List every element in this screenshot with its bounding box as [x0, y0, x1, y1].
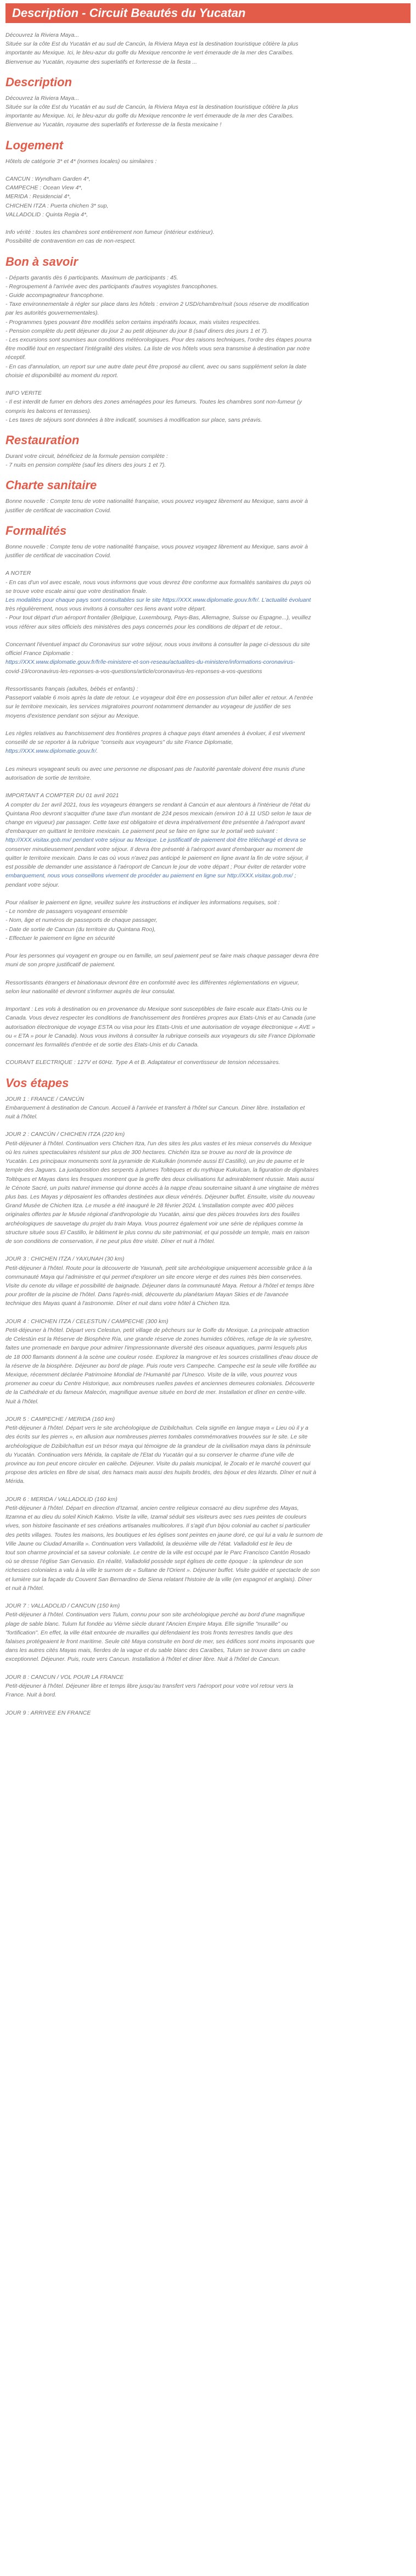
text-line: - En cas d'annulation, un report sur une autre date peut être proposé au client, avec ou sans supplément selon la date	[5, 363, 307, 370]
text-line: - Regroupement à l'arrivée avec des participants d'autres voyagistes francophones.	[5, 283, 218, 290]
text-line: Pour réaliser le paiement en ligne, veuillez suivre les instructions et indiquer les informations requises, soit :	[5, 899, 280, 906]
text-line: - Guide accompagnateur francophone.	[5, 292, 104, 299]
section-vos-etapes	[5, 1076, 411, 1717]
text-line: des petits villages. Toutes les maisons, les boutiques et les églises sont peintes en jaune doré, ce qui lui a valu le surnom de	[5, 1531, 323, 1538]
text-line: vives, son histoire fascinante et ses créations artisanales multicolores. Il s'agit d'un bijou colonial au cachet si particulier	[5, 1522, 310, 1530]
intro-block	[5, 31, 411, 66]
text-line: communauté Maya qui l'administre et qui permet d'explorer un site encore vierge et des ruines très bien conservées.	[5, 1273, 302, 1280]
text-line: Passeport valable 6 mois après la date de retour. Le voyageur doit être en possession d'un billet aller et retour. A l'entrée	[5, 695, 313, 702]
text-line: Ressortissants français (adultes, bébés et enfants) :	[5, 686, 138, 693]
text-line	[5, 1121, 411, 1130]
text-line: temple des Jaguars. La juxtaposition des serpents à plumes Toltèques et du mythique Kukulcan, la figuration de dignitaires	[5, 1167, 319, 1174]
text-line: Petit-déjeuner à l'hôtel. Continuation vers Chichen Itza, l'un des sites les plus vastes et les mieux conservés du Mexique	[5, 1140, 312, 1147]
text-line: - Les taxes de séjours sont données à titre indicatif, soumises à modification sur place, sans préavis.	[5, 416, 262, 423]
text-line: de 18 000 flamants donnent à la scène une couleur rosée. Explorez la mangrove et les sources cristallines d'eau douce de	[5, 1353, 318, 1360]
text-line: JOUR 5 : CAMPECHE / MERIDA (160 km)	[5, 1415, 115, 1423]
text-line: - Pour tout départ d'un aéroport frontalier (Belgique, Luxembourg, Pays-Bas, Allemagne, Suisse ou Espagne...), veuillez	[5, 614, 311, 621]
text-line: Visite du cenote du village et possibilité de baignade. Déjeuner dans la communauté Maya. Retour à l'hôtel et temps libre	[5, 1282, 314, 1289]
text-line: Hôtels de catégorie 3* et 4* (normes locales) ou similaires :	[5, 158, 157, 165]
text-line[interactable]: https://XXX.www.diplomatie.gouv.fr/.	[5, 748, 98, 755]
section-heading: Vos étapes	[5, 1076, 69, 1090]
page	[0, 3, 416, 1717]
text-line: Toltèques et Mayas dans les fresques montrent que la greffe des deux civilisations fut admirablement réussie. Mais aussi	[5, 1175, 314, 1183]
text-line: du Yucatán. Continuation vers Mérida, la capitale de l'Etat du Yucatán qui a su conserver le charme d'une ville de	[5, 1451, 294, 1458]
text-line: justifier de certificat de vaccination Covid.	[5, 507, 111, 514]
text-line: quitter le territoire mexicain. Dans le cas où vous n'avez pas anticipé le paiement en ligne avant la fin de votre séjour, il	[5, 854, 308, 861]
text-line: - Départs garantis dès 6 participants. Maximum de participants : 45.	[5, 274, 178, 281]
text-line: richesses coloniales a valu à la ville le surnom de « Sultane de l'Orient ». Déjeuner buffet. Visite guidée et spectacle de son	[5, 1567, 320, 1574]
text-line: JOUR 8 : CANCUN / VOL POUR LA FRANCE	[5, 1673, 124, 1681]
text-line: JOUR 3 : CHICHEN ITZA / YAXUNAH (30 km)	[5, 1256, 125, 1263]
text-line	[5, 970, 411, 978]
text-line: Yucatán. Les principaux monuments sont la pyramide de Kukulkán (nommée aussi El Castillo), un jeu de paume et le	[5, 1158, 305, 1165]
intro-line: Bienvenue au Yucatán, royaume des superlatifs et forteresse de la fiesta ...	[5, 58, 198, 65]
text-line: d'embarquer en quittant le territoire mexicain. Le paiement peut se faire en ligne sur le portail web suivant :	[5, 828, 278, 835]
text-line: par les autorités gouvernementales).	[5, 310, 99, 317]
text-line: dans les autres cités Mayas mais, fierdes de la vague et du sable blanc des Caraïbes, Tulum se trouve dans un cadre	[5, 1647, 306, 1654]
text-line	[5, 631, 411, 640]
text-line: Ville Jaune ou Ciudad Amarilla ». Continuation vers Valladolid, la deuxième ville de l'état. Valladolid est le lieu de	[5, 1540, 293, 1547]
text-line: Petit-déjeuner à l'hôtel. Départ vers Celestun, petit village de pêcheurs sur le Golfe du Mexique. La principale attraction	[5, 1326, 309, 1334]
section-heading: Description	[5, 75, 72, 89]
text-line	[5, 943, 411, 951]
text-line: Quintana Roo devront s'acquitter d'une taxe d'un montant de 224 pesos mexicain (environ 10 à 11 USD selon le taux de	[5, 810, 312, 817]
text-line: où les ruines spectaculaires résistent sur plus de 300 hectares. Chichén Itza se trouve au nord de la province de	[5, 1149, 292, 1156]
text-line: France. Nuit à bord.	[5, 1692, 57, 1699]
text-line: structure située sous El Castillo, le bâtiment le plus connu du site patrimonial, et qui possède un temple, mais en raison	[5, 1229, 310, 1236]
text-line: ou « ETA » pour le Canada). Nous vous invitons à consulter la rubrique conseils aux voyageurs du site France Diplomatie	[5, 1032, 316, 1039]
text-line[interactable]: https://XXX.www.diplomatie.gouv.fr/fr/le-ministere-et-son-reseau/actualites-du-ministere/informations-coronavirus-	[5, 659, 295, 666]
text-line: - Programmes types pouvant être modifiés selon certains impératifs locaux, mais visites respectées.	[5, 318, 261, 326]
text-line: des écrits sur les pierres », en allusion aux nombreuses pierres tombales commémoratives trouvées sur le site. Le site	[5, 1433, 308, 1441]
text-line: - Effectuer le paiement en ligne en sécurité	[5, 934, 115, 942]
text-line: CAMPECHE : Ocean View 4*,	[5, 184, 83, 192]
section-heading: Logement	[5, 138, 64, 152]
text-line[interactable]: http://XXX.visitax.gob.mx/ pendant votre séjour au Mexique. Le justificatif de paiement doit être téléchargé et devra se	[5, 837, 306, 844]
text-line: muni de son propre justificatif de paiement.	[5, 961, 116, 968]
text-line: - Taxe environnementale à régler sur place dans les hôtels : environ 2 USD/chambre/nuit (sous réserve de modification	[5, 301, 309, 308]
text-line	[5, 889, 411, 898]
text-line	[5, 676, 411, 685]
text-line: originales offertes par le Musée régional d'anthropologie du Yucatán, ainsi que des pièces trouvées lors des fouilles	[5, 1211, 300, 1218]
text-line: change en vigueur) par passager. Cette taxe est obligatoire et devra impérativement être présentée à l'aéroport avant	[5, 819, 305, 826]
text-line	[5, 560, 411, 569]
section-formalites	[5, 524, 411, 1067]
text-line: de son conditions de conservation, il ne peut plus être visité. Dîner et nuit à l'hôtel.	[5, 1237, 215, 1245]
text-line: pendant votre séjour.	[5, 881, 60, 888]
text-line: - En cas d'un vol avec escale, nous vous informons que vous devrez être conforme aux formalités sanitaires du pays où	[5, 579, 311, 586]
text-line: A NOTER	[5, 570, 31, 577]
text-line: Nuit à l'hôtel.	[5, 1398, 39, 1405]
text-line: Bonne nouvelle : Compte tenu de votre nationalité française, vous pouvez voyagez librement au Mexique, sans avoir à	[5, 543, 308, 550]
text-line	[5, 782, 411, 791]
text-line: autorisation électronique de voyage ESTA ou visa pour les Etats-Unis et une autorisation de voyage électronique « AVE »	[5, 1023, 316, 1031]
text-line: et lumière sur la façade du Couvent San Bernardino de Siena relatant l'histoire de la ville (en espagnol et anglais). Dîner	[5, 1576, 312, 1583]
text-line: archéologique de Dzibilchaltun est un trésor maya qui témoigne de la grandeur de la civilisation maya dans la péninsule	[5, 1442, 311, 1449]
text-line: JOUR 7 : VALLADOLID / CANCUN (150 km)	[5, 1603, 120, 1610]
section-logement	[5, 138, 411, 246]
text-line: Durant votre circuit, bénéficiez de la formule pension complète :	[5, 453, 168, 460]
text-line	[5, 1664, 411, 1673]
text-line: Embarquement à destination de Cancun. Accueil à l'arrivée et transfert à l'hôtel sur Cancun. Diner libre. Installation et	[5, 1104, 305, 1111]
text-line: le Cénote Sacré, un puits naturel immense qui donne accès à la nappe d'eau souterraine situant à une vingtaine de mètres	[5, 1184, 319, 1191]
text-line: propose des articles en fibre de sisal, des hamacs mais aussi des huipils brodés, des bijoux et des lézards. Dîner et nuit à	[5, 1469, 317, 1476]
text-line: Petit-déjeuner à l'hôtel. Départ vers le site archéologique de Dzibilchaltun. Cela signifie en langue maya « Lieu où il y a	[5, 1425, 308, 1432]
text-line: Petit-déjeuner à l'hôtel. Déjeuner libre et temps libre jusqu'au transfert vers l'aéroport pour votre vol retour vers la	[5, 1682, 294, 1689]
text-line	[5, 1308, 411, 1317]
text-line: Petit-déjeuner à l'hôtel. Continuation vers Tulum, connu pour son site archéologique perché au bord d'une magnifique	[5, 1611, 305, 1619]
text-line: Pour les personnes qui voyagent en groupe ou en famille, un seul paiement peut se faire mais chaque passager devra être	[5, 953, 319, 960]
text-line: où se dresse l'église San Gervasio. En réalité, Valladolid possède sept églises de cette époque : la splendeur de son	[5, 1558, 303, 1565]
text-line: de la Cathédrale et du fameux Malecón, magnifique avenue située en bord de mer. Installation et dîner en centre-ville.	[5, 1389, 307, 1396]
text-line: nuit à l'hôtel.	[5, 1113, 38, 1121]
text-line: Située sur la côte Est du Yucatán et au sud de Cancún, la Riviera Maya est la destination touristique côtière la plus	[5, 104, 299, 111]
text-line: INFO VERITE	[5, 390, 42, 397]
text-line: officiel France Diplomatie :	[5, 650, 74, 657]
text-line: compris les balcons et terrasses).	[5, 407, 92, 415]
text-line: technique des Mayas quant à l'astronomie. Dîner et nuit dans votre hôtel à Chichen Itza.	[5, 1300, 231, 1307]
text-line: Mérida.	[5, 1478, 25, 1485]
text-line	[5, 380, 411, 389]
text-line	[5, 756, 411, 765]
text-line	[5, 166, 411, 175]
text-line: réceptif.	[5, 354, 26, 361]
page-title: Description - Circuit Beautés du Yucatan	[5, 3, 411, 23]
text-line: sur le territoire mexicain, les services migratoires pourront notamment demander au voyageur de justifier de ses	[5, 703, 291, 710]
text-line: Mexique, récemment déclarée Patrimoine Mondial de l'Humanité par l'Unesco. Visite de la ville, vous pourrez vous	[5, 1371, 297, 1378]
text-line	[5, 1486, 411, 1495]
text-line[interactable]: embarquement, nous vous conseillons vivement de procéder au paiement en ligne sur http://XXX.visitax.gob.mx/ ;	[5, 872, 296, 880]
text-line: MERIDA : Residencial 4*,	[5, 193, 71, 200]
text-line: plus bas. Les Mayas y déposaient les offrandes destinées aux dieux vénérés. Déjeuner buffet. Ensuite, visite du nouveau	[5, 1193, 315, 1200]
text-line: Canada. Vous devez respecter les conditions de franchissement des frontières propres aux Etats-Unis et au Canada (une	[5, 1015, 316, 1022]
text-line: JOUR 1 : FRANCE / CANCÚN	[5, 1095, 84, 1102]
section-restauration	[5, 433, 411, 469]
text-line	[5, 996, 411, 1005]
text-line: Possibilité de contravention en cas de non-respect.	[5, 238, 136, 245]
text-line	[5, 1406, 411, 1415]
text-line	[5, 1049, 411, 1058]
section-bon-a-savoir	[5, 255, 411, 424]
text-line: promener au coeur du Centre Historique, aux nombreuses ruelles pavées et anciennes demeures coloniales. Découverte	[5, 1380, 315, 1387]
text-line: "fortification". En effet, la ville était entourée de murailles qui défendaient les trois fronts terrestres tandis que des	[5, 1629, 293, 1636]
text-line: - Il est interdit de fumer en dehors des zones aménagées pour les fumeurs. Toutes les chambres sont non-fumeur (y	[5, 399, 302, 406]
text-line: Ressortissants étrangers et binationaux devront être en conformité avec les différentes réglementations en vigueur,	[5, 979, 300, 986]
intro-line: importante au Mexique. Ici, le bleu-azur du golfe du Mexique rencontre le vert émeraude de la mer des Caraïbes.	[5, 49, 294, 57]
text-line: VALLADOLID : Quinta Regia 4*,	[5, 211, 88, 218]
text-line	[5, 1246, 411, 1255]
text-line: être modifié tout en respectant l'intégralité des visites. La liste de vos hôtels vous sera transmise à destination par notre	[5, 345, 310, 352]
text-line: Petit-déjeuner à l'hôtel. Départ en direction d'Izamal, ancien centre religieux consacré au dieu suprême des Mayas,	[5, 1504, 299, 1511]
text-line: choisie et disponibilité au moment du report.	[5, 372, 119, 379]
text-line: plage de sable blanc. Tulum fut fondée au Vième siècle durant l'Ancien Empire Maya. Elle signifie "muraille" ou	[5, 1620, 288, 1627]
text-line: la réserve de la biosphère. Déjeuner au bord de plage. Puis route vers Campeche. Campeche est la seule ville fortifiée au	[5, 1362, 317, 1369]
text-line: Grand Musée de Chichen Itza. Le musée a été inauguré le 28 février 2024. L'installation compte avec 400 pièces	[5, 1202, 294, 1209]
text-line: Bienvenue au Yucatán, royaume des superlatifs et forteresse de la fiesta mexicaine !	[5, 121, 222, 128]
text-line: moyens d'existence pendant son séjour au Mexique.	[5, 712, 140, 719]
text-line: - Pension complète du petit déjeuner du jour 2 au petit déjeuner du jour 8 (sauf diners des jours 1 et 7).	[5, 327, 268, 334]
text-line: Bonne nouvelle : Compte tenu de votre nationalité française, vous pouvez voyagez librement au Mexique, sans avoir à	[5, 498, 308, 505]
section-description	[5, 75, 411, 130]
text-line: COURANT ELECTRIQUE : 127V et 60Hz. Type A et B. Adaptateur et convertisseur de tension nécessaires.	[5, 1059, 280, 1066]
text-line: selon leur nationalité et devront s'informer auprès de leur consulat.	[5, 988, 176, 995]
text-line: falaises protégeaient le front maritime. Seule cité Maya construite en bord de mer, ses édifices sont moins imposants que	[5, 1638, 315, 1645]
text-line: covid-19/coronavirus-les-reponses-a-vos-questions/article/coronavirus-les-reponses-a-vos-questions	[5, 668, 262, 675]
text-line	[5, 1699, 411, 1708]
text-line: autorisation de sortie de territoire.	[5, 775, 92, 782]
text-line	[5, 720, 411, 729]
text-line: JOUR 6 : MERIDA / VALLADOLID (160 km)	[5, 1496, 117, 1503]
text-line: CHICHEN ITZA : Puerta chichen 3* sup,	[5, 202, 109, 209]
text-line: Concernant l'éventuel impact du Coronavirus sur votre séjour, nous vous invitons à consulter la page ci-dessous du site	[5, 641, 310, 648]
text-line: - 7 nuits en pension complète (sauf les diners des jours 1 et 7).	[5, 462, 166, 469]
text-line: - Nom, âge et numéros de passeports de chaque passager,	[5, 917, 158, 924]
text-line: JOUR 2 : CANCÚN / CHICHEN ITZA (220 km)	[5, 1131, 125, 1138]
text-line: importante au Mexique. Ici, le bleu-azur du golfe du Mexique rencontre le vert émeraude de la mer des Caraïbes.	[5, 113, 294, 120]
text-line: de Celestún est la Réserve de Biosphère Ría, une grande réserve de zones humides côtières, refuge de la vie sylvestre,	[5, 1336, 313, 1343]
text-line: Info vérité : toutes les chambres sont entièrement non fumeur (intérieur extérieur).	[5, 229, 215, 236]
text-line: - Les excursions sont soumises aux conditions météorologiques. Pour des raisons techniques, l'ordre des étapes pourra	[5, 337, 312, 344]
text-line: conserver minutieusement pendant votre séjour. Il devra être présenté à l'aéroport avant d'embarquer au moment de	[5, 845, 303, 853]
text-line: A compter du 1er avril 2021, tous les voyageurs étrangers se rendant à Cancún et aux alentours à l'intérieur de l'état du	[5, 801, 311, 808]
text-line: concernant les formalités d'entrée et de sortie des Etats-Unis et du Canada.	[5, 1041, 199, 1049]
section-charte-sanitaire	[5, 478, 411, 514]
sections-container	[5, 75, 411, 1717]
text-line[interactable]: Les modalités pour chaque pays sont consultables sur le site https://XXX.www.diplomatie.gouv.fr/fr/. L'actualité évoluant	[5, 597, 311, 604]
text-line: Itzamna et au dieu du soleil Kinich Kakmo. Visite la ville, Izamal séduit ses visiteurs avec ses rues peintes de couleurs	[5, 1514, 307, 1521]
text-line: pour profiter de la piscine de l'hôtel. Dans l'après-midi, découverte du planétarium Mayan Skies et de l'avancée	[5, 1291, 289, 1298]
text-line	[5, 1593, 411, 1601]
text-line: très régulièrement, nous vous invitons à consulter ces liens avant votre départ.	[5, 606, 206, 613]
text-line: - Le nombre de passagers voyageant ensemble	[5, 908, 128, 915]
text-line	[5, 219, 411, 228]
text-line: JOUR 4 : CHICHEN ITZA / CELESTUN / CAMPECHE (300 km)	[5, 1318, 168, 1325]
text-line: vous référer aux sites officiels des ministères des pays concernés pour les conditions de départ et de retour..	[5, 623, 283, 630]
text-line: Petit-déjeuner à l'hôtel. Route pour la découverte de Yaxunah, petit site archéologique uniquement accessible grâce à la	[5, 1264, 312, 1272]
text-line: province au ton peut encore circuler en calèche. Déjeuner. Visite du palais municipal, le Zocalo et le marché couvert qui	[5, 1460, 311, 1467]
section-heading: Charte sanitaire	[5, 478, 97, 492]
text-line: conseillé de se reporter à la rubrique "conseils aux voyageurs" du site France Diplomatie,	[5, 739, 233, 746]
text-line: - Date de sortie de Cancun (du territoire du Quintana Roo),	[5, 926, 156, 933]
text-line: archéologiques de sauvetage du projet du train Maya. Vous pourrez également voir une série de répliques comme la	[5, 1220, 303, 1227]
text-line: Les mineurs voyageant seuls ou avec une personne ne disposant pas de l'autorité parentale doivent être munis d'une	[5, 765, 305, 772]
text-line: justifier de certificat de vaccination Covid.	[5, 552, 111, 559]
text-line: est possible de demander une assistance à l'aéroport de Cancun le jour de votre départ ; Pour éviter de retarder votre	[5, 864, 306, 871]
text-line: se trouve votre escale ainsi que votre destination finale.	[5, 587, 148, 595]
text-line: CANCUN : Wyndham Garden 4*,	[5, 176, 91, 183]
text-line: Les règles relatives au franchissement des frontières propres à chaque pays étant amenées à évoluer, il est vivement	[5, 730, 305, 737]
text-line: et nuit à l'hôtel.	[5, 1584, 44, 1592]
intro-line: Découvrez la Riviera Maya...	[5, 32, 80, 38]
section-heading: Bon à savoir	[5, 254, 78, 268]
section-heading: Formalités	[5, 523, 67, 537]
section-heading: Restauration	[5, 433, 80, 447]
text-line: tout son charme provincial et sa saveur coloniale. Le centre de la ville est occupé par le Parc Francisco Cantón Rosado	[5, 1549, 311, 1556]
text-line: Important : Les vols à destination ou en provenance du Mexique sont susceptibles de faire escale aux Etats-Unis ou le	[5, 1006, 307, 1013]
text-line: faites une promenade en barque pour admirer l'impressionnante diversité des oiseaux aquatiques, parmi lesquels plus	[5, 1345, 307, 1352]
text-line: Découvrez la Riviera Maya...	[5, 94, 80, 102]
intro-line: Située sur la côte Est du Yucatán et au sud de Cancún, la Riviera Maya est la destination touristique côtière la plus	[5, 41, 299, 48]
text-line: JOUR 9 : ARRIVEE EN FRANCE	[5, 1709, 91, 1716]
text-line: exceptionnel. Déjeuner. Puis, route vers Cancun. Installation à l'hôtel et diner libre. Nuit à l'hôtel de Cancun.	[5, 1656, 280, 1663]
text-line: IMPORTANT A COMPTER DU 01 avril 2021	[5, 792, 119, 799]
